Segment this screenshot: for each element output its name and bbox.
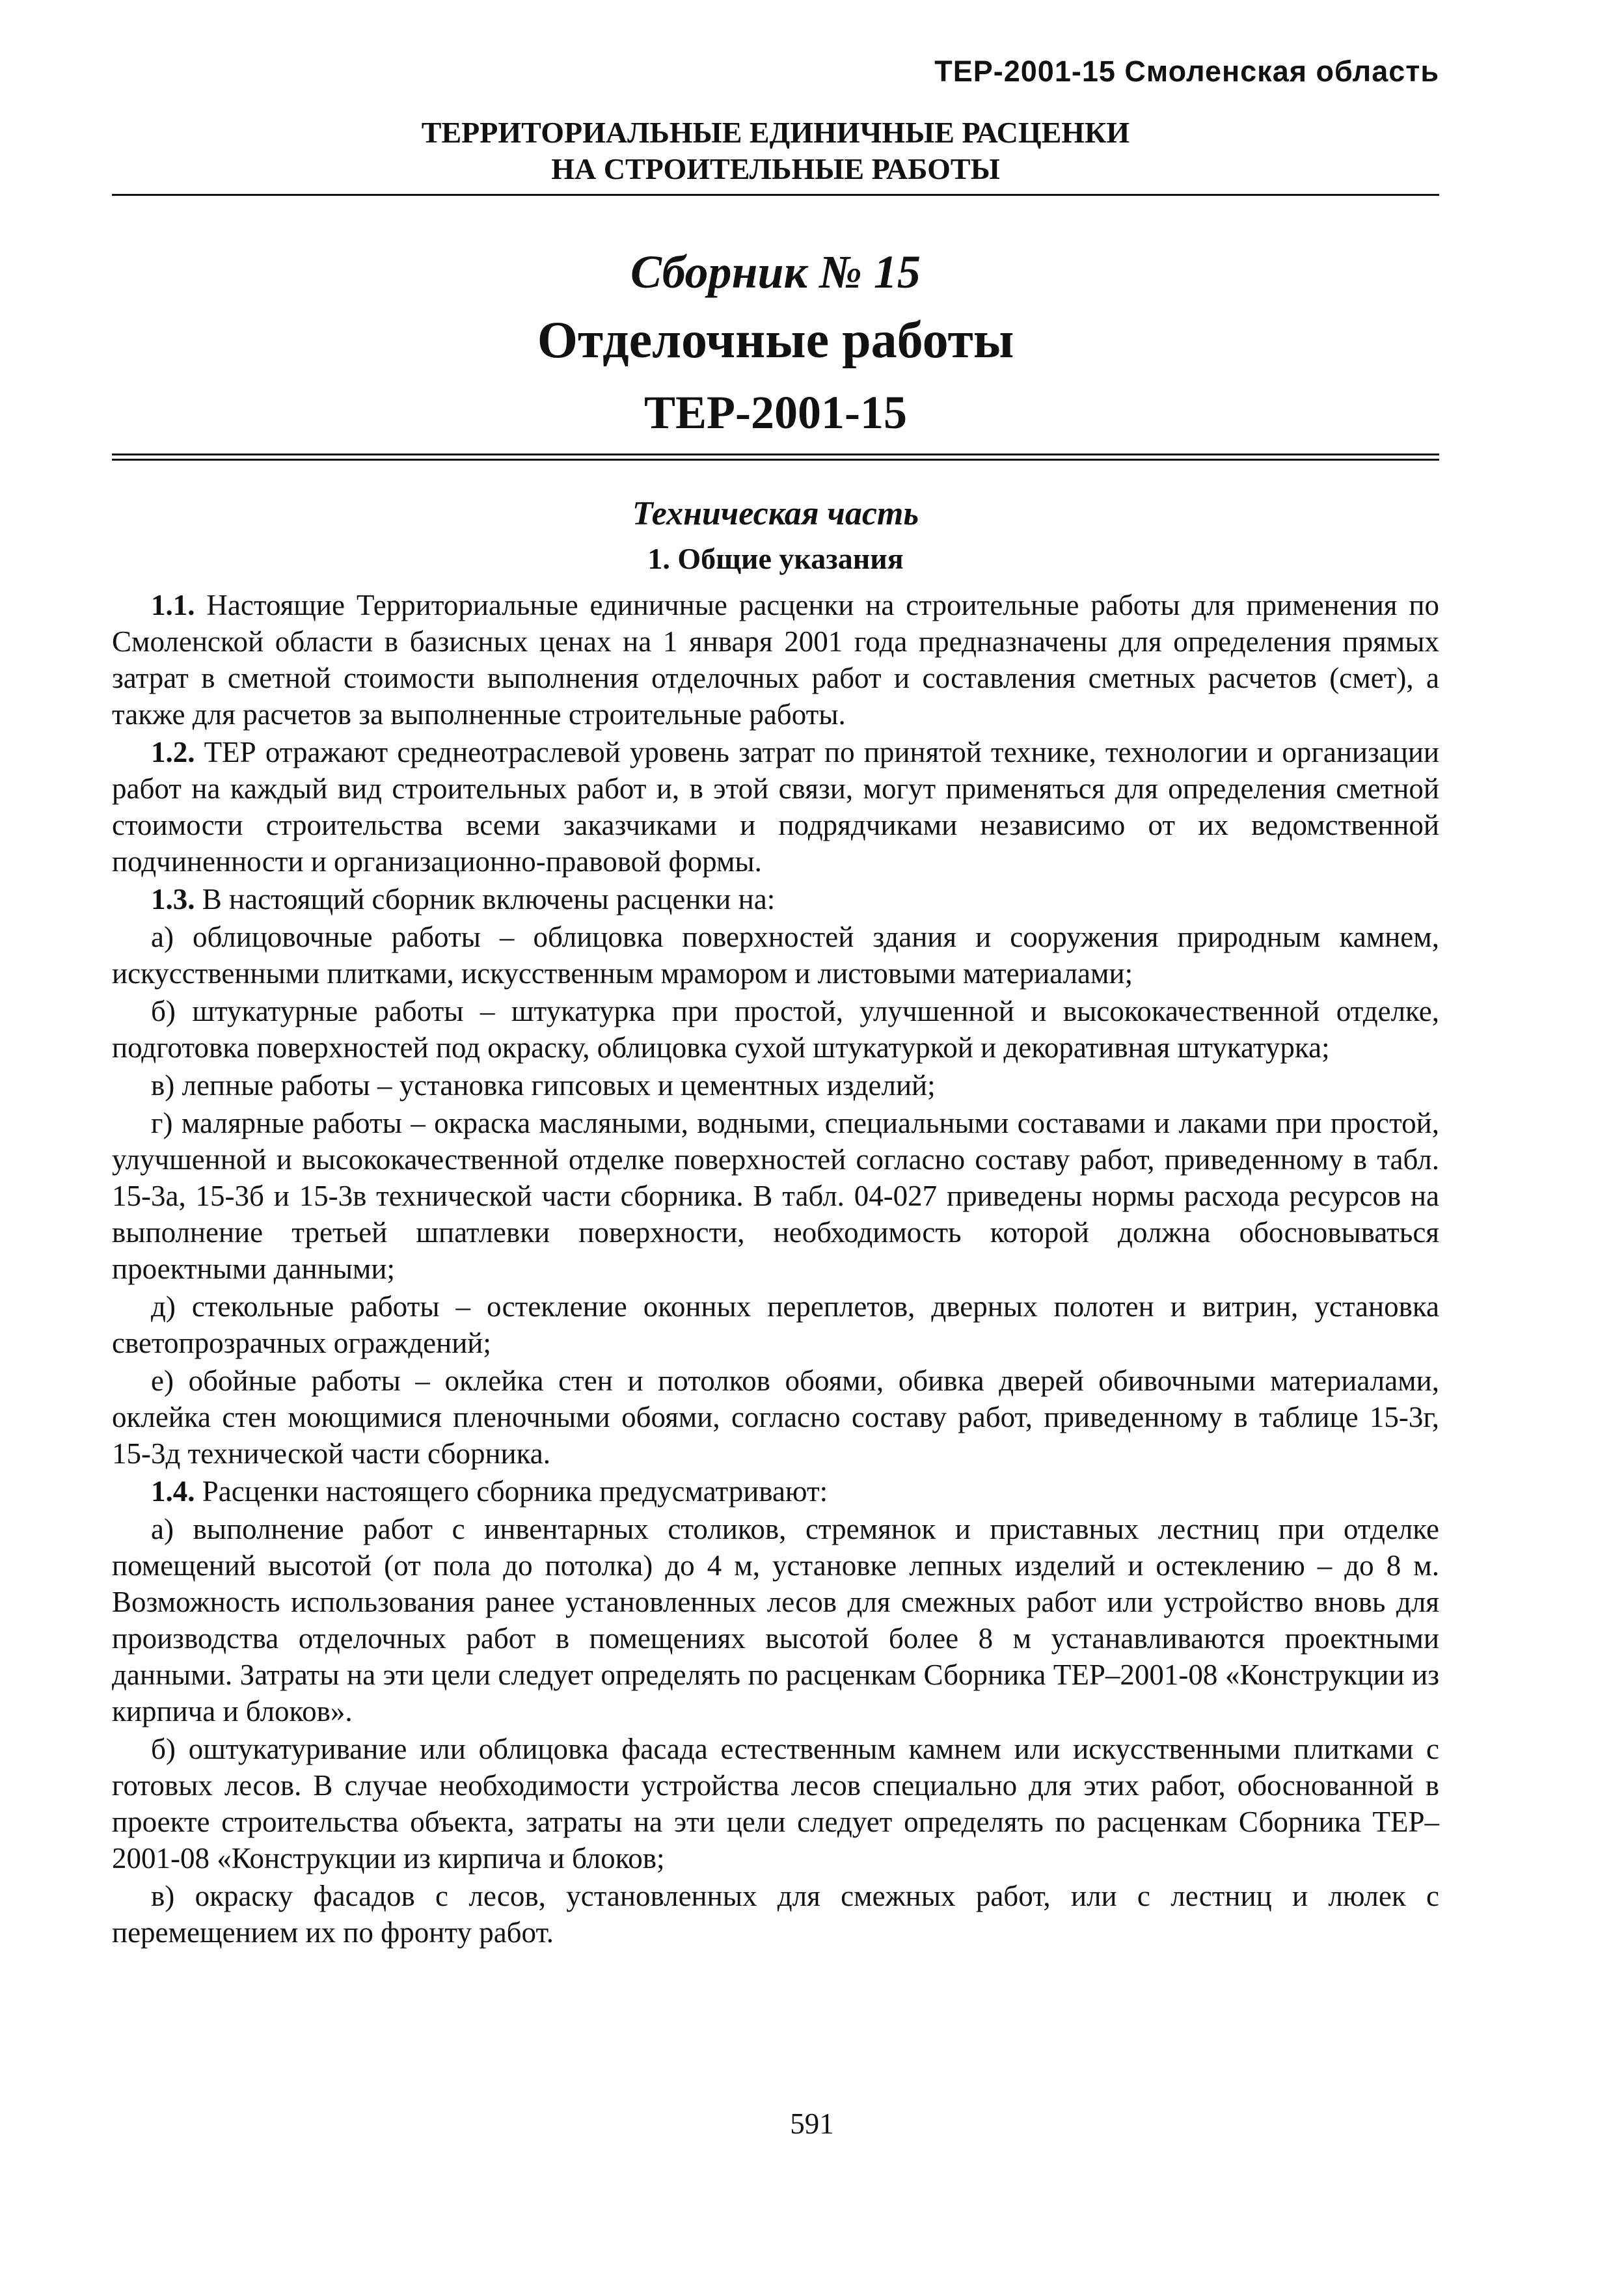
paragraph-text: б) оштукатуривание или облицовка фасада естественным камнем или искусственными плитками с готовых лесов. В случае необходимости устройства лесов специально для этих работ, обоснованной в проекте строительства объекта, затраты на эти цели следует определять по расценкам Сборника ТЕР–2001-08 «Конструкции из кирпича и блоков; <box>112 1733 1439 1875</box>
list-item-e <box>112 1362 1439 1472</box>
series-title-line-1: ТЕРРИТОРИАЛЬНЫЕ ЕДИНИЧНЫЕ РАСЦЕНКИ <box>421 116 1130 149</box>
list-item-g <box>112 1105 1439 1287</box>
paragraph-number: 1.4. <box>151 1475 195 1508</box>
collection-code: ТЕР-2001-15 <box>644 386 907 439</box>
paragraph-1-4 <box>112 1473 1439 1510</box>
paragraph-text: в) окраску фасадов с лесов, установленных для смежных работ, или с лестниц и люлек с перемещением их по фронту работ. <box>112 1880 1439 1949</box>
list-item-v-2 <box>112 1878 1439 1951</box>
subsection-title: 1. Общие указания <box>647 542 904 575</box>
paragraph-1-3 <box>112 881 1439 917</box>
paragraph-text: б) штукатурные работы – штукатурка при простой, улучшенной и высококачественной отделке, подготовка поверхностей под окраску, облицовка сухой штукатуркой и декоративная штукатурка; <box>112 995 1439 1064</box>
paragraph-1-2 <box>112 734 1439 880</box>
list-item-a <box>112 919 1439 992</box>
page-number: 591 <box>790 2107 834 2140</box>
header-rule <box>112 194 1439 196</box>
paragraph-number: 1.2. <box>151 736 195 768</box>
title-double-rule <box>112 454 1439 461</box>
list-item-v <box>112 1067 1439 1104</box>
paragraph-text: Настоящие Территориальные единичные расценки на строительные работы для применения по Смоленской области в базисных ценах на 1 января 2001 года предназначены для определения прямых затрат в сметной стоимости выполнения отделочных работ и составления сметных расчетов (смет), а также для расчетов за выполненные строительные работы. <box>112 589 1439 731</box>
collection-name: Отделочные работы <box>537 312 1014 369</box>
list-item-d <box>112 1288 1439 1361</box>
list-item-b-2 <box>112 1731 1439 1876</box>
paragraph-number: 1.1. <box>151 589 195 621</box>
series-title <box>112 115 1439 187</box>
section-title: Техническая часть <box>632 495 919 532</box>
paragraph-text: в) лепные работы – установка гипсовых и цементных изделий; <box>151 1069 936 1102</box>
paragraph-text: е) обойные работы – оклейка стен и потолков обоями, обивка дверей обивочными материалами, оклейка стен моющимися пленочными обоями, согласно составу работ, приведенному в таблице 15-3г, 15-3д технической части сборника. <box>112 1364 1439 1470</box>
paragraph-text: а) облицовочные работы – облицовка поверхностей здания и сооружения природным камнем, искусственными плитками, искусственным мрамором и листовыми материалами; <box>112 921 1439 990</box>
paragraph-text: Расценки настоящего сборника предусматривают: <box>195 1475 828 1508</box>
paragraph-number: 1.3. <box>151 883 195 915</box>
collection-number: Сборник № 15 <box>630 246 921 298</box>
paragraph-1-1 <box>112 587 1439 733</box>
body-text <box>112 587 1439 1951</box>
document-page <box>112 52 1439 1952</box>
list-item-b <box>112 993 1439 1066</box>
paragraph-text: В настоящий сборник включены расценки на: <box>195 883 776 915</box>
running-head: ТЕР-2001-15 Смоленская область <box>934 55 1439 88</box>
paragraph-text: а) выполнение работ с инвентарных столиков, стремянок и приставных лестниц при отделке помещений высотой (от пола до потолка) до 4 м, установке лепных изделий и остеклению – до 8 м. Возможность использования ранее установленных лесов для смежных работ или устройство вновь для производства отделочных работ в помещениях высотой более 8 м устанавливаются проектными данными. Затраты на эти цели следует определять по расценкам Сборника ТЕР–2001-08 «Конструкции из кирпича и блоков». <box>112 1513 1439 1727</box>
list-item-a-2 <box>112 1511 1439 1729</box>
paragraph-text: г) малярные работы – окраска масляными, водными, специальными составами и лаками при простой, улучшенной и высококачественной отделке поверхностей согласно составу работ, приведенному в табл. 15-3а, 15-3б и 15-3в технической части сборника. В табл. 04-027 приведены нормы расхода ресурсов на выполнение третьей шпатлевки поверхности, необходимость которой должна обосновываться проектными данными; <box>112 1107 1439 1285</box>
series-title-line-2: НА СТРОИТЕЛЬНЫЕ РАБОТЫ <box>551 152 1000 185</box>
paragraph-text: ТЕР отражают среднеотраслевой уровень затрат по принятой технике, технологии и организации работ на каждый вид строительных работ и, в этой связи, могут применяться для определения сметной стоимости строительства всеми заказчиками и подрядчиками независимо от их ведомственной подчиненности и организационно-правовой формы. <box>112 736 1439 878</box>
paragraph-text: д) стекольные работы – остекление оконных переплетов, дверных полотен и витрин, установка светопрозрачных ограждений; <box>112 1290 1439 1359</box>
